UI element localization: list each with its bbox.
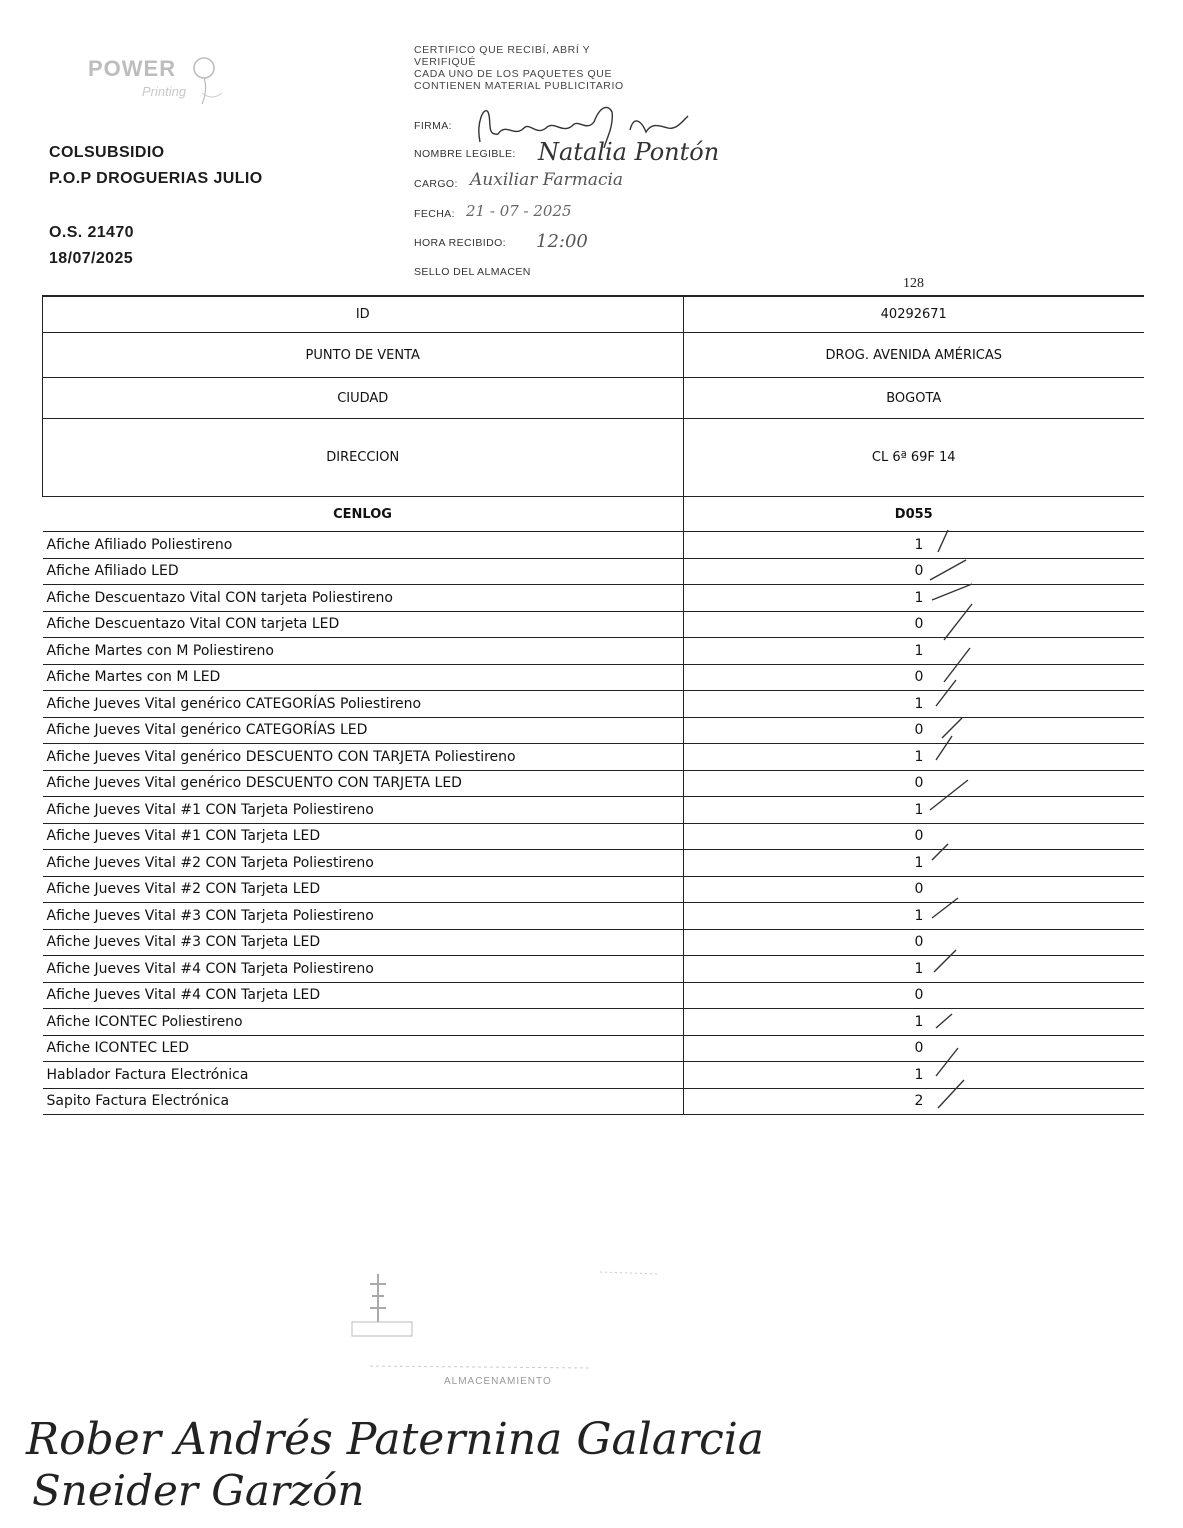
item-name: Afiche Martes con M LED — [43, 664, 684, 691]
item-qty: 0 — [683, 823, 1144, 850]
check-mark-icon — [934, 950, 956, 972]
item-qty: 0 — [683, 876, 1144, 903]
campaign-title: P.O.P DROGUERIAS JULIO — [49, 170, 263, 187]
check-mark-icon — [942, 718, 962, 738]
check-mark-icon — [944, 604, 972, 640]
check-mark-icon — [938, 1080, 964, 1108]
item-qty: 0 — [683, 717, 1144, 744]
item-qty: 1 — [683, 585, 1144, 612]
cert-line-3: CADA UNO DE LOS PAQUETES QUE — [414, 68, 613, 80]
item-name: Afiche Jueves Vital genérico CATEGORÍAS Poliestireno — [43, 691, 684, 718]
item-name: Afiche Jueves Vital #4 CON Tarjeta Poliestireno — [43, 956, 684, 983]
cert-line-1: CERTIFICO QUE RECIBÍ, ABRÍ Y — [414, 44, 591, 56]
page-number: 128 — [903, 276, 924, 291]
logo-text: POWER — [88, 56, 177, 81]
item-qty: 1 — [683, 1062, 1144, 1089]
item-qty: 0 — [683, 929, 1144, 956]
check-mark-icon — [932, 584, 972, 600]
cenlog-value: D055 — [683, 497, 1144, 532]
check-mark-icon — [932, 898, 958, 918]
item-qty: 1 — [683, 797, 1144, 824]
order-date: 18/07/2025 — [49, 250, 134, 267]
item-qty: 1 — [683, 691, 1144, 718]
item-name: Afiche Jueves Vital #1 CON Tarjeta LED — [43, 823, 684, 850]
check-mark-icon — [930, 560, 966, 580]
sello-label: SELLO DEL ALMACEN — [414, 266, 531, 278]
punto-label: PUNTO DE VENTA — [43, 333, 684, 378]
item-qty: 0 — [683, 664, 1144, 691]
item-name: Afiche Jueves Vital #3 CON Tarjeta LED — [43, 929, 684, 956]
item-qty: 1 — [683, 903, 1144, 930]
ciudad-value: BOGOTA — [683, 378, 1144, 419]
fecha-value: 21 - 07 - 2025 — [466, 202, 572, 220]
delivery-name-2: Sneider Garzón — [32, 1466, 365, 1515]
logo-subtext: Printing — [142, 84, 187, 99]
check-mark-icon — [936, 1014, 952, 1028]
cargo-label: CARGO: — [414, 178, 458, 190]
item-name: Sapito Factura Electrónica — [43, 1088, 684, 1115]
check-mark-icon — [932, 844, 948, 860]
cargo-value: Auxiliar Farmacia — [470, 170, 624, 190]
item-name: Afiche Jueves Vital genérico DESCUENTO CON TARJETA LED — [43, 770, 684, 797]
item-name: Afiche Afiliado Poliestireno — [43, 532, 684, 559]
nombre-value: Natalia Pontón — [538, 138, 720, 166]
cert-line-2: VERIFIQUÉ — [414, 56, 476, 68]
firma-label: FIRMA: — [414, 120, 452, 132]
check-mark-icon — [936, 736, 952, 760]
delivery-name-1: Rober Andrés Paternina Galarcia — [26, 1414, 765, 1465]
item-qty: 1 — [683, 638, 1144, 665]
ciudad-label: CIUDAD — [43, 378, 684, 419]
direccion-value: CL 6ª 69F 14 — [683, 419, 1144, 497]
warehouse-stamp — [340, 1262, 670, 1387]
nombre-label: NOMBRE LEGIBLE: — [414, 148, 516, 160]
hora-value: 12:00 — [536, 231, 588, 252]
service-order: O.S. 21470 — [49, 224, 134, 241]
fecha-label: FECHA: — [414, 208, 455, 220]
hora-label: HORA RECIBIDO: — [414, 237, 506, 249]
item-qty: 0 — [683, 611, 1144, 638]
direccion-label: DIRECCION — [43, 419, 684, 497]
cenlog-label: CENLOG — [43, 497, 684, 532]
item-name: Afiche Descuentazo Vital CON tarjeta LED — [43, 611, 684, 638]
check-mark-icon — [936, 680, 956, 706]
item-qty: 2 — [683, 1088, 1144, 1115]
check-mark-icon — [938, 530, 948, 552]
item-name: Afiche Martes con M Poliestireno — [43, 638, 684, 665]
check-mark-icon — [944, 648, 970, 682]
item-name: Afiche Jueves Vital #2 CON Tarjeta LED — [43, 876, 684, 903]
item-name: Afiche Jueves Vital #2 CON Tarjeta Poliestireno — [43, 850, 684, 877]
item-name: Afiche Jueves Vital genérico CATEGORÍAS LED — [43, 717, 684, 744]
item-qty: 0 — [683, 1035, 1144, 1062]
check-mark-icon — [930, 780, 968, 810]
item-name: Afiche Jueves Vital #1 CON Tarjeta Poliestireno — [43, 797, 684, 824]
cert-line-4: CONTIENEN MATERIAL PUBLICITARIO — [414, 80, 624, 92]
item-name: Hablador Factura Electrónica — [43, 1062, 684, 1089]
item-name: Afiche ICONTEC Poliestireno — [43, 1009, 684, 1036]
stamp-text: ALMACENAMIENTO — [444, 1376, 552, 1387]
item-qty: 0 — [683, 558, 1144, 585]
id-value: 40292671 — [683, 296, 1144, 333]
item-name: Afiche Jueves Vital #4 CON Tarjeta LED — [43, 982, 684, 1009]
client-company: COLSUBSIDIO — [49, 144, 165, 161]
item-name: Afiche Jueves Vital #3 CON Tarjeta Poliestireno — [43, 903, 684, 930]
item-qty: 0 — [683, 770, 1144, 797]
id-label: ID — [43, 296, 684, 333]
item-name: Afiche Afiliado LED — [43, 558, 684, 585]
item-qty: 1 — [683, 744, 1144, 771]
item-name: Afiche Descuentazo Vital CON tarjeta Poliestireno — [43, 585, 684, 612]
item-name: Afiche ICONTEC LED — [43, 1035, 684, 1062]
item-qty: 0 — [683, 982, 1144, 1009]
item-name: Afiche Jueves Vital genérico DESCUENTO CON TARJETA Poliestireno — [43, 744, 684, 771]
check-mark-icon — [936, 1048, 958, 1076]
warehouse-stamp-icon — [340, 1262, 670, 1382]
item-qty: 1 — [683, 532, 1144, 559]
item-qty: 1 — [683, 850, 1144, 877]
punto-value: DROG. AVENIDA AMÉRICAS — [683, 333, 1144, 378]
item-qty: 1 — [683, 956, 1144, 983]
item-qty: 1 — [683, 1009, 1144, 1036]
